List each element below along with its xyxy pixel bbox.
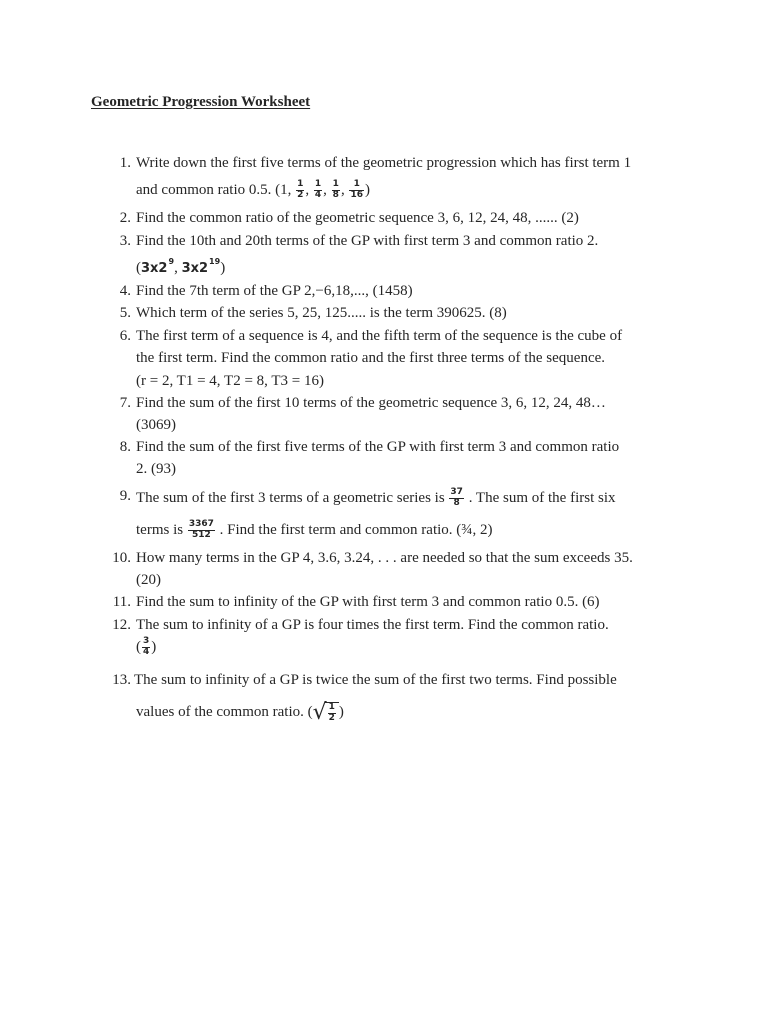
fraction: $\frac{3}{4}$ [143, 636, 150, 657]
question-text: Find the sum of the first 10 terms of the geometric sequence 3, 6, 12, 24, 48… [136, 395, 606, 411]
question-text: Which term of the series 5, 25, 125..... is the term 390625. (8) [136, 305, 507, 321]
fraction: $\frac{1}{16}$ [350, 179, 363, 200]
fraction: $\frac{1}{2}$ [297, 179, 304, 200]
question-text: Write down the first five terms of the geometric progression which has first term 1 [136, 155, 632, 171]
question-text-line2: terms is $\frac{3367}{512}$ . Find the first term and common ratio. (¾, 2) [136, 519, 493, 540]
answer: 2. (93) [136, 461, 176, 477]
square-root: √ $\frac{1}{2}$ [313, 700, 339, 725]
question-number: 1. [119, 155, 131, 171]
answer: ($3x2^9$, $3x2^{19}$) [136, 257, 226, 276]
question-text: Find the sum of the first five terms of the GP with first term 3 and common ratio [136, 439, 620, 455]
fraction: $\frac{37}{8}$ [450, 487, 463, 508]
question-number: 12. [112, 617, 131, 633]
question-number: 4. [119, 283, 131, 299]
question-text-line2: and common ratio 0.5. (1, $\frac{1}{2}$ , $\frac{1}{4}$ , $\frac{1}{8}$ , $\frac{1}{16}$ ) [136, 179, 370, 200]
question-text: The sum to infinity of a GP is twice the sum of the first two terms. Find possible [134, 672, 617, 688]
answer: (20) [136, 572, 161, 588]
question-text-line2: the first term. Find the common ratio and the first three terms of the sequence. [136, 350, 606, 366]
question-number: 7. [119, 395, 131, 411]
question-text: The first term of a sequence is 4, and the fifth term of the sequence is the cube of [136, 328, 623, 344]
question-text: Find the 7th term of the GP 2,−6,18,..., (1458) [136, 283, 413, 299]
fraction: $\frac{1}{2}$ [328, 701, 335, 723]
question-number: 8. [119, 439, 131, 455]
question-text: The sum to infinity of a GP is four times the first term. Find the common ratio. [136, 617, 609, 633]
question-text: How many terms in the GP 4, 3.6, 3.24, . . . are needed so that the sum exceeds 35. [136, 550, 633, 566]
answer: ( $\frac{3}{4}$ ) [136, 636, 157, 657]
question-number: 13. [112, 672, 131, 688]
question-number: 3. [119, 233, 131, 249]
question-number: 9. [119, 488, 131, 504]
answer: (r = 2, T1 = 4, T2 = 8, T3 = 16) [136, 373, 324, 389]
question-number: 11. [112, 594, 131, 610]
question-number: 5. [119, 305, 131, 321]
question-number: 6. [119, 328, 131, 344]
question-text: Find the common ratio of the geometric sequence 3, 6, 12, 24, 48, ...... (2) [136, 210, 579, 226]
question-text: The sum of the first 3 terms of a geometric series is $\frac{37}{8}$ . The sum of the first six [136, 487, 616, 508]
question-text: Find the sum to infinity of the GP with first term 3 and common ratio 0.5. (6) [136, 594, 600, 610]
answer: (3069) [136, 417, 176, 433]
question-number: 10. [112, 550, 131, 566]
question-number: 2. [119, 210, 131, 226]
question-text: Find the 10th and 20th terms of the GP with first term 3 and common ratio 2. [136, 233, 599, 249]
fraction: $\frac{3367}{512}$ [188, 519, 214, 540]
fraction: $\frac{1}{8}$ [332, 179, 339, 200]
worksheet-title: Geometric Progression Worksheet [91, 94, 311, 110]
fraction: $\frac{1}{4}$ [314, 179, 322, 200]
answer: values of the common ratio. (√ $\frac{1}{2}$ ) [136, 700, 344, 725]
